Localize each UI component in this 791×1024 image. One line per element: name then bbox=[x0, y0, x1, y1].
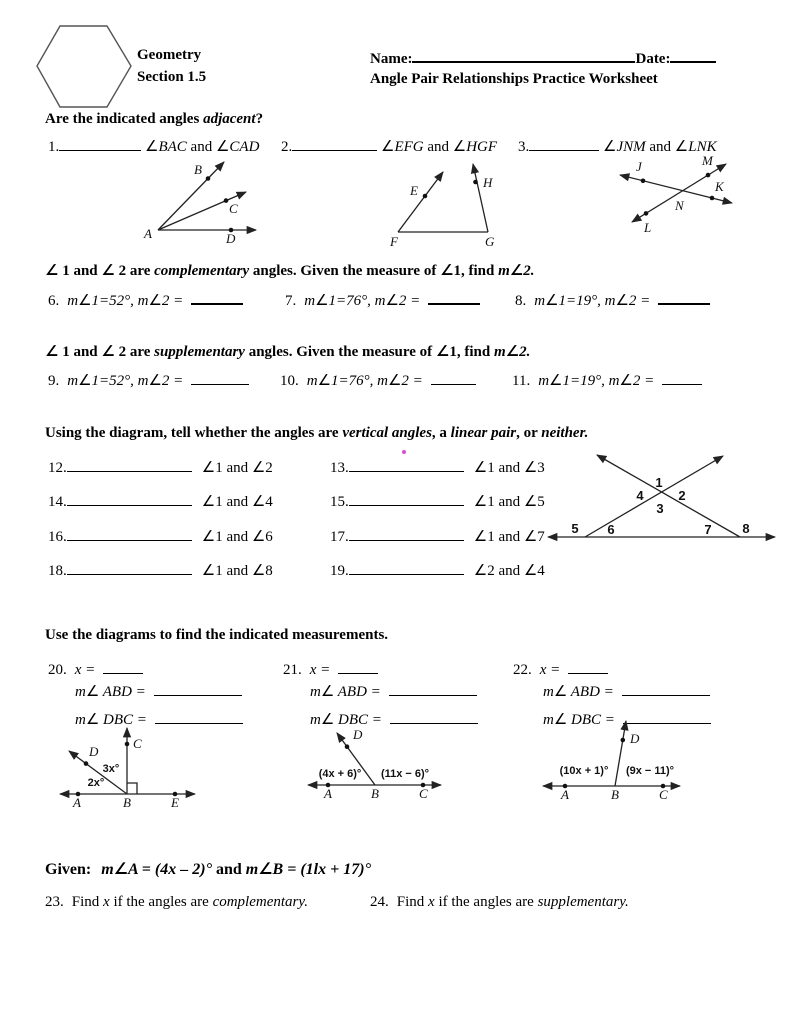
q11-number: 11. bbox=[512, 373, 531, 389]
transversal-1 bbox=[597, 455, 740, 537]
diagram-adjacent-3 bbox=[612, 153, 782, 236]
complementary-heading bbox=[45, 262, 535, 280]
diagram-q20 bbox=[55, 722, 205, 810]
supp-h4: m∠2. bbox=[493, 344, 531, 360]
q24-term: supplementary. bbox=[537, 894, 629, 910]
name-label: Name: bbox=[370, 51, 413, 67]
section-label: Section 1.5 bbox=[137, 69, 207, 85]
label-E: E bbox=[410, 183, 418, 198]
prompt-pre: Are the indicated angles bbox=[45, 111, 204, 127]
q3-conj: and bbox=[649, 139, 672, 155]
q21-dbc-blank bbox=[390, 710, 478, 724]
point-J-dot bbox=[641, 179, 646, 184]
point-D-dot bbox=[84, 761, 89, 766]
point-B-dot bbox=[206, 176, 211, 181]
adjacent-prompt bbox=[45, 110, 263, 128]
q8-answer-blank bbox=[658, 290, 710, 305]
given-expr-a: m∠A = (4x – 2)° bbox=[101, 861, 212, 878]
q13-pair: ∠1 and ∠3 bbox=[473, 460, 545, 476]
q10-answer-blank bbox=[431, 371, 476, 385]
label-C: C bbox=[229, 201, 238, 216]
q9-expression: m∠1=52°, m∠2 = bbox=[67, 373, 184, 389]
label-B: B bbox=[123, 795, 131, 810]
q3-answer-blank bbox=[529, 137, 599, 151]
q12-number: 12. bbox=[48, 460, 67, 476]
diagram-numbered-angles bbox=[545, 445, 791, 545]
question-3 bbox=[518, 137, 717, 156]
q16-number: 16. bbox=[48, 529, 67, 545]
q19-pair: ∠2 and ∠4 bbox=[473, 563, 545, 579]
supp-h1: ∠ 1 and ∠ 2 are bbox=[45, 344, 155, 360]
angle-7-label: 7 bbox=[704, 522, 712, 537]
q12-pair: ∠1 and ∠2 bbox=[201, 460, 273, 476]
worksheet-subtitle: Angle Pair Relationships Practice Worksheet bbox=[370, 71, 658, 87]
date-label: Date: bbox=[635, 51, 671, 67]
q20-x-blank bbox=[103, 660, 143, 674]
q24-s1: Find bbox=[396, 894, 429, 910]
question-13 bbox=[330, 458, 545, 477]
question-9 bbox=[48, 371, 249, 390]
q17-answer-blank bbox=[349, 527, 464, 541]
q8-expression: m∠1=19°, m∠2 = bbox=[534, 293, 651, 309]
angle-3x-label: 3x° bbox=[102, 763, 120, 775]
q9-number: 9. bbox=[48, 373, 60, 389]
q1-number: 1. bbox=[48, 139, 60, 155]
vert-h2: vertical angles bbox=[342, 425, 432, 441]
question-15 bbox=[330, 492, 545, 511]
angle-8-label: 8 bbox=[742, 521, 750, 536]
course-title: Geometry bbox=[137, 47, 202, 63]
angle-3-label: 3 bbox=[656, 501, 664, 516]
q21-abd-blank bbox=[389, 682, 477, 696]
label-E: E bbox=[171, 795, 179, 810]
label-D: D bbox=[89, 744, 99, 759]
q16-answer-blank bbox=[67, 527, 192, 541]
label-D: D bbox=[630, 731, 640, 746]
angle-1-label: 1 bbox=[655, 475, 663, 490]
label-A: A bbox=[144, 226, 152, 241]
q23-s1: Find bbox=[71, 894, 104, 910]
q21-x-label: x = bbox=[309, 662, 331, 678]
label-H: H bbox=[483, 175, 493, 190]
given-expr-b: m∠B = (1lx + 17)° bbox=[245, 861, 371, 878]
question-10 bbox=[280, 371, 476, 390]
q21-number: 21. bbox=[283, 662, 302, 678]
q1-angle-b: ∠CAD bbox=[215, 139, 260, 155]
abd-label: m∠ ABD = bbox=[543, 684, 614, 700]
label-C: C bbox=[133, 736, 142, 751]
q9-answer-blank bbox=[191, 371, 249, 385]
q18-answer-blank bbox=[67, 561, 192, 575]
question-14 bbox=[48, 492, 273, 511]
diagram-adjacent-1 bbox=[138, 158, 268, 246]
transversal-2 bbox=[585, 456, 723, 537]
hexagon-logo bbox=[36, 25, 134, 109]
q14-answer-blank bbox=[67, 492, 192, 506]
q22-x-label: x = bbox=[539, 662, 561, 678]
diagram-q22 bbox=[538, 716, 688, 804]
comp-h3: angles. Given the measure of ∠1, find bbox=[249, 263, 499, 279]
q21-x-blank bbox=[338, 660, 378, 674]
q7-expression: m∠1=76°, m∠2 = bbox=[304, 293, 421, 309]
q2-angle-a: ∠EFG bbox=[381, 139, 424, 155]
ray-BD bbox=[615, 721, 626, 786]
diagram-adjacent-2 bbox=[383, 160, 508, 248]
q11-answer-blank bbox=[662, 371, 702, 385]
q23-x: x bbox=[103, 894, 110, 910]
question-17 bbox=[330, 527, 545, 546]
vert-h6: neither. bbox=[541, 425, 589, 441]
question-16 bbox=[48, 527, 273, 546]
point-M-dot bbox=[706, 173, 711, 178]
hexagon-shape bbox=[37, 26, 131, 107]
label-J: J bbox=[636, 159, 642, 174]
question-18 bbox=[48, 561, 273, 580]
question-24 bbox=[370, 893, 629, 911]
q14-number: 14. bbox=[48, 494, 67, 510]
q1-angle-a: ∠BAC bbox=[145, 139, 187, 155]
vert-h3: , a bbox=[431, 425, 451, 441]
point-D-dot bbox=[621, 738, 626, 743]
comp-h4: m∠2. bbox=[498, 263, 535, 279]
point-C-dot bbox=[224, 198, 229, 203]
question-6 bbox=[48, 290, 243, 310]
q6-number: 6. bbox=[48, 293, 60, 309]
name-blank bbox=[412, 48, 635, 63]
q18-number: 18. bbox=[48, 563, 67, 579]
angle-2x-label: 2x° bbox=[87, 777, 105, 789]
q15-pair: ∠1 and ∠5 bbox=[473, 494, 545, 510]
q2-answer-blank bbox=[292, 137, 377, 151]
label-F: F bbox=[390, 234, 398, 249]
q20-abd-blank bbox=[154, 682, 242, 696]
label-A: A bbox=[324, 786, 332, 801]
q11-expression: m∠1=19°, m∠2 = bbox=[538, 373, 655, 389]
q6-answer-blank bbox=[191, 290, 243, 305]
q1-conj: and bbox=[190, 139, 213, 155]
label-A: A bbox=[561, 787, 569, 802]
question-19 bbox=[330, 561, 545, 580]
angle-4-label: 4 bbox=[636, 488, 644, 503]
diagram-q21 bbox=[303, 725, 448, 805]
label-D: D bbox=[226, 231, 236, 246]
date-blank bbox=[670, 48, 716, 63]
ray-AB bbox=[158, 162, 224, 230]
q23-number: 23. bbox=[45, 894, 64, 910]
question-20 bbox=[48, 660, 143, 679]
label-B: B bbox=[194, 162, 202, 177]
dbc-label: m∠ DBC = bbox=[543, 712, 615, 728]
name-date-row bbox=[370, 48, 716, 68]
point-C-dot bbox=[125, 742, 130, 747]
q22-abd-blank bbox=[622, 682, 710, 696]
question-21 bbox=[283, 660, 378, 679]
vert-h4: linear pair bbox=[450, 425, 517, 441]
label-D: D bbox=[353, 727, 363, 742]
stray-pink-mark bbox=[402, 450, 406, 454]
q22-number: 22. bbox=[513, 662, 532, 678]
question-8 bbox=[515, 290, 710, 310]
question-23 bbox=[45, 893, 308, 911]
q24-number: 24. bbox=[370, 894, 389, 910]
q2-conj: and bbox=[427, 139, 450, 155]
angle-right-label: (11x − 6)° bbox=[380, 768, 430, 780]
q12-answer-blank bbox=[67, 458, 192, 472]
label-A: A bbox=[73, 795, 81, 810]
q13-answer-blank bbox=[349, 458, 464, 472]
q24-x: x bbox=[428, 894, 435, 910]
abd-label: m∠ ABD = bbox=[310, 684, 381, 700]
angle-2-label: 2 bbox=[678, 488, 686, 503]
q1-answer-blank bbox=[59, 137, 141, 151]
point-L-dot bbox=[644, 211, 649, 216]
angle-right-label: (9x − 11)° bbox=[625, 765, 675, 777]
q23-term: complementary. bbox=[212, 894, 308, 910]
question-11 bbox=[512, 371, 702, 390]
q13-number: 13. bbox=[330, 460, 349, 476]
q20-number: 20. bbox=[48, 662, 67, 678]
point-K-dot bbox=[710, 196, 715, 201]
dbc-label: m∠ DBC = bbox=[75, 712, 147, 728]
q21-abd-row bbox=[310, 682, 477, 701]
q23-s3: if the angles are bbox=[109, 894, 213, 910]
supp-h2: supplementary bbox=[154, 344, 245, 360]
label-C: C bbox=[419, 786, 428, 801]
q15-answer-blank bbox=[349, 492, 464, 506]
supp-h3: angles. Given the measure of ∠1, find bbox=[244, 344, 494, 360]
question-22 bbox=[513, 660, 608, 679]
q16-pair: ∠1 and ∠6 bbox=[201, 529, 273, 545]
q14-pair: ∠1 and ∠4 bbox=[201, 494, 273, 510]
angle-6-label: 6 bbox=[607, 522, 615, 537]
point-H-dot bbox=[473, 180, 478, 185]
q3-number: 3. bbox=[518, 139, 530, 155]
angle-left-label: (10x + 1)° bbox=[559, 765, 609, 777]
angle-5-label: 5 bbox=[571, 521, 579, 536]
label-B: B bbox=[371, 786, 379, 801]
q22-abd-row bbox=[543, 682, 710, 701]
vertical-heading bbox=[45, 424, 588, 442]
comp-h1: ∠ 1 and ∠ 2 are bbox=[45, 263, 155, 279]
label-K: K bbox=[715, 179, 724, 194]
point-E-dot bbox=[423, 194, 428, 199]
q10-number: 10. bbox=[280, 373, 299, 389]
measurements-heading: Use the diagrams to find the indicated measurements. bbox=[45, 627, 389, 643]
abd-label: m∠ ABD = bbox=[75, 684, 146, 700]
angle-left-label: (4x + 6)° bbox=[318, 768, 362, 780]
question-7 bbox=[285, 290, 480, 310]
prompt-em: adjacent bbox=[203, 111, 256, 127]
q2-angle-b: ∠HGF bbox=[452, 139, 498, 155]
label-C: C bbox=[659, 787, 668, 802]
q10-expression: m∠1=76°, m∠2 = bbox=[306, 373, 423, 389]
q19-answer-blank bbox=[349, 561, 464, 575]
vert-h5: , or bbox=[516, 425, 542, 441]
q18-pair: ∠1 and ∠8 bbox=[201, 563, 273, 579]
q2-number: 2. bbox=[281, 139, 293, 155]
q17-pair: ∠1 and ∠7 bbox=[473, 529, 545, 545]
q20-x-label: x = bbox=[74, 662, 96, 678]
q8-number: 8. bbox=[515, 293, 527, 309]
q22-x-blank bbox=[568, 660, 608, 674]
supplementary-heading bbox=[45, 343, 530, 361]
given-label: Given: bbox=[45, 861, 92, 878]
prompt-post: ? bbox=[255, 111, 264, 127]
question-2 bbox=[281, 137, 497, 156]
q6-expression: m∠1=52°, m∠2 = bbox=[67, 293, 184, 309]
dbc-label: m∠ DBC = bbox=[310, 712, 382, 728]
comp-h2: complementary bbox=[154, 263, 250, 279]
right-angle-mark bbox=[127, 783, 137, 794]
vert-h1: Using the diagram, tell whether the angles are bbox=[45, 425, 343, 441]
q7-number: 7. bbox=[285, 293, 297, 309]
q15-number: 15. bbox=[330, 494, 349, 510]
label-L: L bbox=[644, 220, 652, 235]
label-B: B bbox=[611, 787, 619, 802]
question-12 bbox=[48, 458, 273, 477]
question-1 bbox=[48, 137, 259, 156]
label-M: M bbox=[702, 153, 713, 168]
q3-angle-a: ∠JNM bbox=[603, 139, 646, 155]
q17-number: 17. bbox=[330, 529, 349, 545]
q3-angle-b: ∠LNK bbox=[674, 139, 717, 155]
q19-number: 19. bbox=[330, 563, 349, 579]
q20-abd-row bbox=[75, 682, 242, 701]
label-N: N bbox=[675, 198, 684, 213]
given-statement bbox=[45, 860, 371, 879]
q7-answer-blank bbox=[428, 290, 480, 305]
given-conj: and bbox=[215, 861, 242, 878]
ray-FE bbox=[398, 172, 443, 232]
q24-s3: if the angles are bbox=[434, 894, 538, 910]
point-D-dot bbox=[345, 744, 350, 749]
label-G: G bbox=[485, 234, 495, 249]
